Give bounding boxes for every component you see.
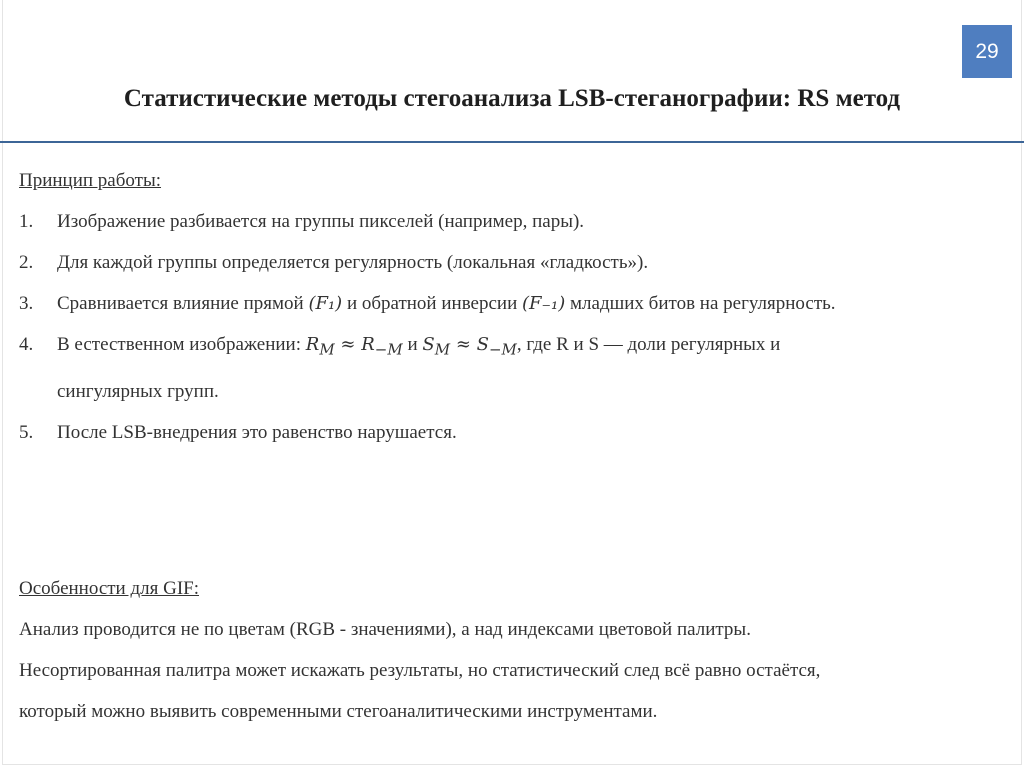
math-symbol: R bbox=[361, 334, 375, 355]
list-item bbox=[19, 201, 1009, 242]
list-text: , где R и S — доли регулярных и bbox=[516, 334, 781, 355]
gif-heading: Особенности для GIF: bbox=[19, 577, 199, 599]
math-subscript: −M bbox=[488, 340, 517, 359]
math-symbol: R bbox=[305, 334, 320, 355]
math-approx: ≈ bbox=[450, 334, 477, 355]
list-number: 2. bbox=[19, 252, 34, 273]
list-text: Для каждой группы определяется регулярность (локальная «гладкость»). bbox=[57, 252, 649, 273]
list-text-line: сингулярных групп. bbox=[57, 380, 219, 402]
list-text: После LSB-внедрения это равенство нарушается. bbox=[57, 421, 457, 443]
math-symbol: S bbox=[422, 334, 435, 355]
math-subscript: −M bbox=[374, 340, 403, 359]
gif-section bbox=[19, 568, 1009, 732]
math-subscript: M bbox=[434, 340, 451, 359]
title-divider bbox=[0, 141, 1024, 143]
list-item bbox=[19, 412, 1009, 453]
list-text: Изображение разбивается на группы пикселей (например, пары). bbox=[57, 211, 585, 232]
math-forward-inversion: (F₁) bbox=[308, 293, 343, 314]
list-item bbox=[19, 242, 1009, 283]
list-number: 5. bbox=[19, 421, 34, 443]
math-s-m bbox=[422, 334, 517, 359]
math-subscript: M bbox=[319, 340, 335, 359]
gif-line: который можно выявить современными стегоаналитическими инструментами. bbox=[19, 700, 658, 722]
list-number: 3. bbox=[19, 293, 34, 314]
math-r-m bbox=[305, 334, 403, 359]
principle-list bbox=[19, 201, 1009, 453]
gif-line: Анализ проводится не по цветам (RGB - значениями), а над индексами цветовой палитры. bbox=[19, 618, 751, 640]
list-item bbox=[19, 283, 1009, 324]
list-text: В естественном изображении: bbox=[57, 334, 306, 355]
slide-content bbox=[19, 160, 1009, 732]
list-text-line bbox=[57, 324, 1009, 371]
math-approx: ≈ bbox=[334, 334, 362, 355]
list-item bbox=[19, 324, 1009, 412]
math-reverse-inversion: (F₋₁) bbox=[522, 293, 566, 314]
list-number: 4. bbox=[19, 334, 34, 355]
math-symbol: S bbox=[476, 334, 489, 355]
principle-heading: Принцип работы: bbox=[19, 170, 162, 191]
slide-title: Статистические методы стегоанализа LSB-стеганографии: RS метод bbox=[123, 85, 901, 112]
slide-number-badge: 29 bbox=[962, 25, 1012, 78]
list-text: младших битов на регулярность. bbox=[565, 293, 836, 314]
gif-line: Несортированная палитра может искажать результаты, но статистический след всё равно остаётся, bbox=[19, 659, 821, 681]
list-text: и обратной инверсии bbox=[342, 293, 523, 314]
list-text: и bbox=[402, 334, 423, 355]
list-text: Сравнивается влияние прямой bbox=[57, 293, 309, 314]
list-number: 1. bbox=[19, 211, 34, 232]
